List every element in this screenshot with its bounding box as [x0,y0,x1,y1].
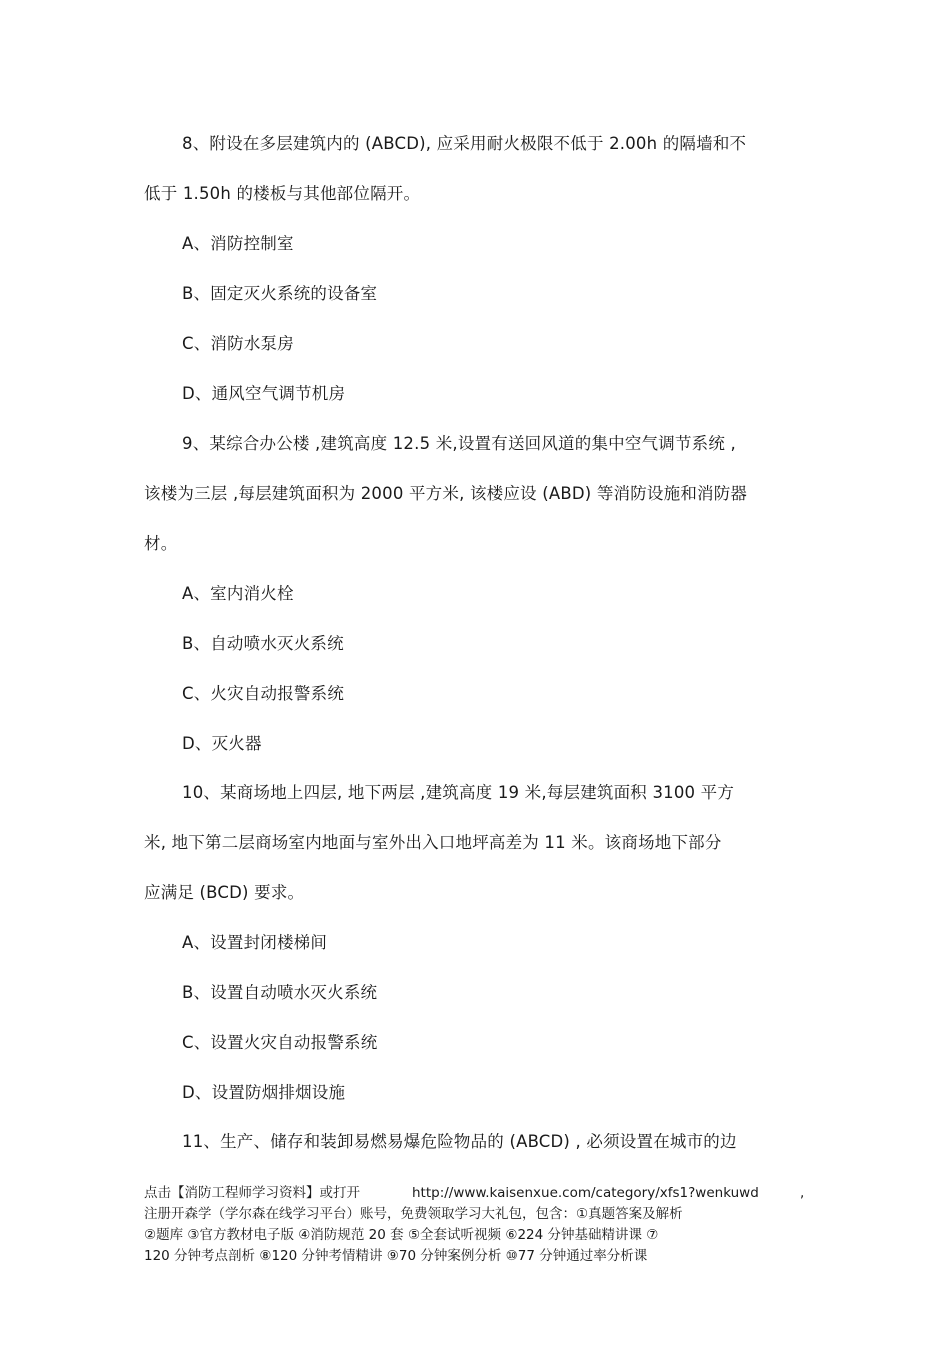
question-10-line-3: 应满足 (BCD) 要求。 [144,883,305,902]
footer-line-1-suffix: , [800,1185,805,1201]
question-9-option-b: B、自动喷水灭火系统 [182,634,344,653]
question-8-option-a: A、消防控制室 [182,234,294,253]
question-9-line-1: 9、某综合办公楼 ,建筑高度 12.5 米,设置有送回风道的集中空气调节系统 , [182,434,736,453]
question-8-option-c: C、消防水泵房 [182,334,294,353]
question-9-option-c: C、火灾自动报警系统 [182,684,345,703]
question-8-line-1: 8、附设在多层建筑内的 (ABCD), 应采用耐火极限不低于 2.00h 的隔墙和不 [182,134,747,153]
question-10-option-a: A、设置封闭楼梯间 [182,933,328,952]
question-10-line-2: 米, 地下第二层商场室内地面与室外出入口地坪高差为 11 米。该商场地下部分 [144,833,722,852]
footer-line-1-prefix: 点击【消防工程师学习资料】或打开 [144,1185,360,1201]
question-9-option-d: D、灭火器 [182,734,262,753]
question-11-line-1: 11、生产、储存和装卸易燃易爆危险物品的 (ABCD) , 必须设置在城市的边 [182,1132,737,1151]
question-10-option-d: D、设置防烟排烟设施 [182,1083,346,1102]
footer-url-link[interactable]: http://www.kaisenxue.com/category/xfs1?wenkuwd [412,1185,759,1201]
question-8-option-d: D、通风空气调节机房 [182,384,346,403]
question-10-option-b: B、设置自动喷水灭火系统 [182,983,378,1002]
footer-line-3: ②题库 ③官方教材电子版 ④消防规范 20 套 ⑤全套试听视频 ⑥224 分钟基础精讲课 ⑦ [144,1227,659,1243]
question-10-line-1: 10、某商场地上四层, 地下两层 ,建筑高度 19 米,每层建筑面积 3100 平方 [182,783,735,802]
question-9-line-2: 该楼为三层 ,每层建筑面积为 2000 平方米, 该楼应设 (ABD) 等消防设施和消防器 [144,484,748,503]
footer-line-2: 注册开森学（学尔森在线学习平台）账号，免费领取学习大礼包，包含：①真题答案及解析 [144,1206,683,1222]
question-8-line-2: 低于 1.50h 的楼板与其他部位隔开。 [144,184,421,203]
question-8-option-b: B、固定灭火系统的设备室 [182,284,378,303]
question-9-line-3: 材。 [144,534,178,553]
question-9-option-a: A、室内消火栓 [182,584,294,603]
footer-line-4: 120 分钟考点剖析 ⑧120 分钟考情精讲 ⑨70 分钟案例分析 ⑩77 分钟通过率分析课 [144,1248,648,1264]
question-10-option-c: C、设置火灾自动报警系统 [182,1033,378,1052]
